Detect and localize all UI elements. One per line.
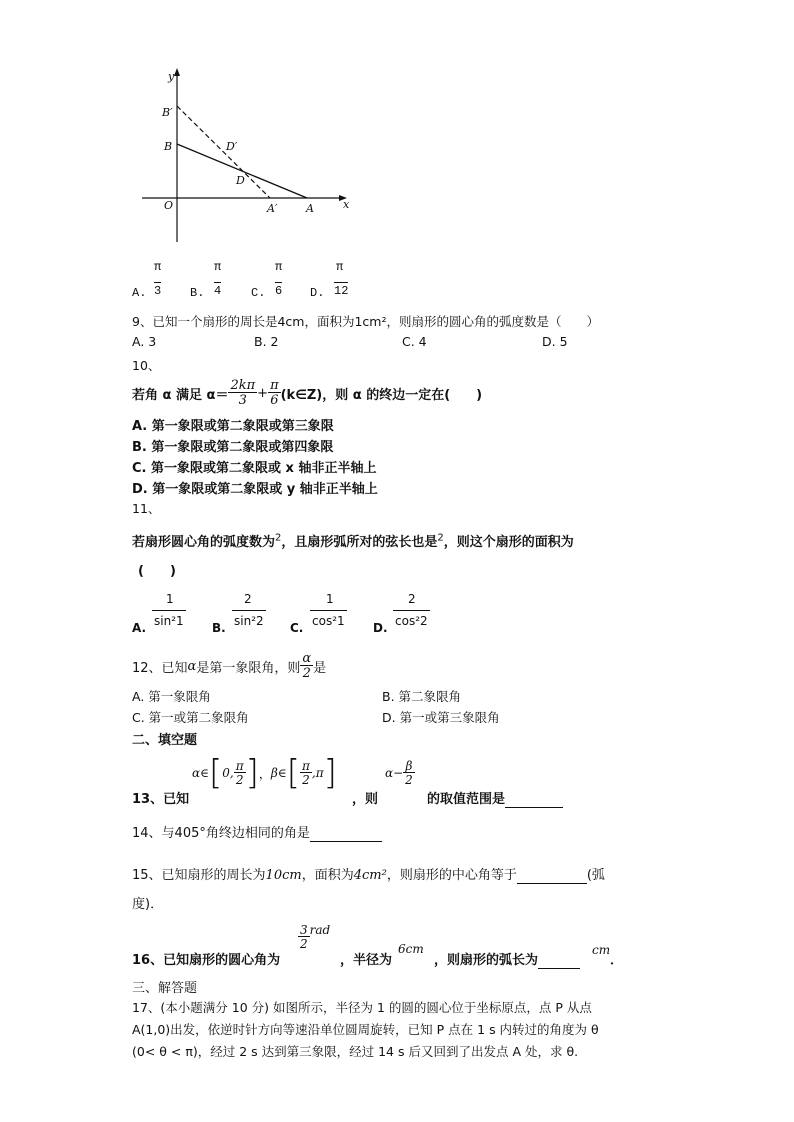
y-axis-arrow — [174, 68, 180, 76]
q12-frac-num: α — [302, 651, 312, 666]
q13-expr-den: 2 — [405, 773, 413, 787]
option-letter: C. — [251, 286, 266, 300]
q16-post-wrap — [434, 949, 580, 969]
q9-option-c: C. 4 — [402, 334, 427, 349]
q12-frac — [300, 652, 313, 680]
q15-post: ，则扇形的中心角等于 — [386, 868, 517, 883]
q12-option-b: B. 第二象限角 — [382, 689, 462, 704]
q10-frac2 — [268, 379, 281, 407]
q16-frac-num: 3 — [300, 923, 308, 937]
option-letter: A. — [132, 286, 147, 300]
q13-alpha-in: α∈ — [192, 766, 209, 780]
option-num: 2 — [244, 592, 252, 606]
q13-int1-a: 0, — [222, 766, 234, 780]
q10-number: 10、 — [132, 358, 161, 373]
label-D: D — [236, 174, 245, 187]
option-den: cos²2 — [393, 610, 430, 628]
q13-beta-in: β∈ — [270, 766, 287, 780]
option-num: π — [154, 260, 162, 274]
q11-paren: ( ) — [138, 564, 176, 579]
q10-option-b: B. 第一象限或第二象限或第四象限 — [132, 440, 334, 455]
q9-stem: 9、已知一个扇形的周长是4cm，面积为1cm²，则扇形的圆心角的弧度数是（ ） — [132, 314, 599, 329]
option-letter: D. — [373, 621, 388, 635]
q10-option-d: D. 第一象限或第二象限或 y 轴非正半轴上 — [132, 482, 378, 497]
label-A: A — [306, 202, 314, 215]
option-letter: A. — [132, 621, 147, 635]
q14-stem — [132, 822, 382, 842]
option-letter: C. — [290, 621, 304, 635]
q13-int2-b: ,π — [311, 766, 324, 780]
q11-stem-a: 若扇形圆心角的弧度数为 — [132, 535, 276, 550]
q13-comma: ， — [258, 766, 271, 781]
option-den: sin²1 — [152, 610, 186, 628]
option-letter: B. — [212, 621, 226, 635]
q13-expr-num: β — [405, 759, 413, 773]
option-num: π — [214, 260, 222, 274]
q11-stem — [132, 531, 574, 550]
q13-int2-num: π — [301, 759, 310, 773]
label-B-prime: B′ — [162, 106, 173, 119]
q15-area: 4cm² — [353, 868, 387, 883]
q13-expr-frac — [403, 760, 415, 786]
segment-BprimeAprime — [177, 106, 270, 198]
q14-answer-blank[interactable] — [310, 826, 382, 842]
q9-option-a: A. 3 — [132, 334, 157, 349]
label-A-prime: A′ — [267, 202, 278, 215]
q13-left-bracket-2: [ — [286, 753, 300, 793]
q13-int1-frac — [234, 760, 246, 786]
q10-frac1-den: 3 — [228, 392, 257, 407]
q16-mid: ，半径为 — [340, 953, 393, 968]
geometry-figure — [140, 66, 365, 244]
q15-stem — [132, 864, 605, 884]
q15-answer-blank[interactable] — [517, 868, 587, 884]
q11-stem-b: ，且扇形弧所对的弦长也是 — [281, 535, 438, 550]
option-den: 12 — [334, 284, 349, 298]
q16-unit: cm — [592, 943, 611, 957]
q11-two-b: 2 — [437, 532, 444, 544]
q12-option-d: D. 第一或第三象限角 — [382, 710, 500, 725]
option-den: 3 — [154, 284, 162, 298]
option-den: sin²2 — [232, 610, 266, 628]
q17-line3: (0< θ < π)，经过 2 s 达到第三象限，经过 14 s 后又回到了出发点 A 处，求 θ. — [132, 1044, 579, 1059]
q13-answer-blank[interactable] — [505, 792, 563, 808]
q12-frac-den: 2 — [300, 665, 313, 680]
q12-pre: 12、已知 — [132, 660, 188, 676]
section-answer-title: 三、解答题 — [132, 981, 198, 996]
q10-frac2-num: π — [270, 378, 279, 393]
q13-left-bracket: [ — [209, 753, 223, 793]
q13-expr — [385, 760, 415, 786]
q9-option-d: D. 5 — [542, 334, 568, 349]
option-num: 1 — [326, 592, 334, 606]
option-den: 4 — [214, 284, 222, 298]
q10-frac2-den: 6 — [268, 392, 281, 407]
option-num: π — [336, 260, 344, 274]
q13-pre: 13、已知 — [132, 792, 190, 807]
q10-option-a: A. 第一象限或第二象限或第三象限 — [132, 419, 334, 434]
q10-pre: 若角 α 满足 α＝ — [132, 387, 229, 403]
q11-stem-c: ，则这个扇形的面积为 — [443, 535, 574, 550]
option-num: π — [275, 260, 283, 274]
q10-option-c: C. 第一象限或第二象限或 x 轴非正半轴上 — [132, 461, 377, 476]
q17-line1: 17、(本小题满分 10 分) 如图所示，半径为 1 的圆的圆心位于坐标原点，点 P 从点 — [132, 1000, 592, 1015]
option-den: 6 — [275, 284, 283, 298]
q13-expr-a: α− — [385, 766, 404, 780]
q10-post: (k∈Z)，则 α 的终边一定在( ) — [280, 387, 483, 403]
q16-post: ，则扇形的弧长为 — [434, 953, 539, 968]
q13-post: 的取值范围是 — [427, 792, 506, 807]
q12-stem — [132, 647, 326, 685]
q9-option-b: B. 2 — [254, 334, 279, 349]
q11-number: 11、 — [132, 501, 161, 516]
q10-frac1-num: 2kπ — [230, 378, 256, 393]
q17-line2: A(1,0)出发，依逆时针方向等速沿单位圆周旋转，已知 P 点在 1 s 内转过的角度为 θ — [132, 1022, 599, 1037]
q16-angle — [298, 924, 330, 950]
q13-right-bracket-2: ] — [323, 753, 337, 793]
label-O: O — [164, 199, 174, 212]
label-D-prime: D′ — [226, 140, 238, 153]
q15-mid: ，面积为 — [301, 868, 354, 883]
q14-text: 14、与405°角终边相同的角是 — [132, 826, 310, 841]
q16-frac — [298, 924, 310, 950]
q13-int1-num: π — [235, 759, 244, 773]
q13-int1-den: 2 — [234, 772, 246, 786]
label-y: y — [168, 70, 175, 83]
label-B: B — [164, 140, 173, 153]
q12-option-c: C. 第一或第二象限角 — [132, 710, 249, 725]
label-x: x — [343, 198, 350, 211]
q12-option-a: A. 第一象限角 — [132, 689, 211, 704]
q13-then: ，则 — [352, 792, 379, 807]
q15-tail: (弧 — [586, 868, 605, 883]
q16-pre: 16、已知扇形的圆心角为 — [132, 953, 281, 968]
option-num: 1 — [166, 592, 174, 606]
q12-mid: 是第一象限角，则 — [196, 660, 301, 676]
q16-answer-blank[interactable] — [538, 953, 580, 969]
q15-pre: 15、已知扇形的周长为 — [132, 868, 266, 883]
q15-line2: 度)． — [132, 897, 164, 912]
q13-int2-den: 2 — [300, 772, 312, 786]
option-letter: D. — [310, 286, 325, 300]
q12-alpha: α — [187, 658, 197, 674]
q10-frac1 — [228, 379, 257, 407]
q16-radius: 6cm — [398, 942, 424, 956]
q10-plus: + — [257, 385, 269, 401]
q12-post: 是 — [313, 660, 327, 676]
section-fill-in-title: 二、填空题 — [132, 733, 198, 748]
q16-end: ． — [610, 953, 624, 968]
q13-right-bracket: ] — [245, 753, 259, 793]
q16-frac-den: 2 — [300, 937, 308, 951]
option-letter: B. — [190, 286, 205, 300]
q13-alpha-range — [192, 753, 337, 793]
q11-two-a: 2 — [275, 532, 282, 544]
q10-stem — [132, 373, 482, 413]
option-num: 2 — [408, 592, 416, 606]
option-den: cos²1 — [310, 610, 347, 628]
q13-post-wrap — [427, 788, 563, 808]
q16-rad: rad — [309, 923, 331, 937]
q15-perimeter: 10cm — [265, 868, 302, 883]
q13-int2-frac — [300, 760, 312, 786]
